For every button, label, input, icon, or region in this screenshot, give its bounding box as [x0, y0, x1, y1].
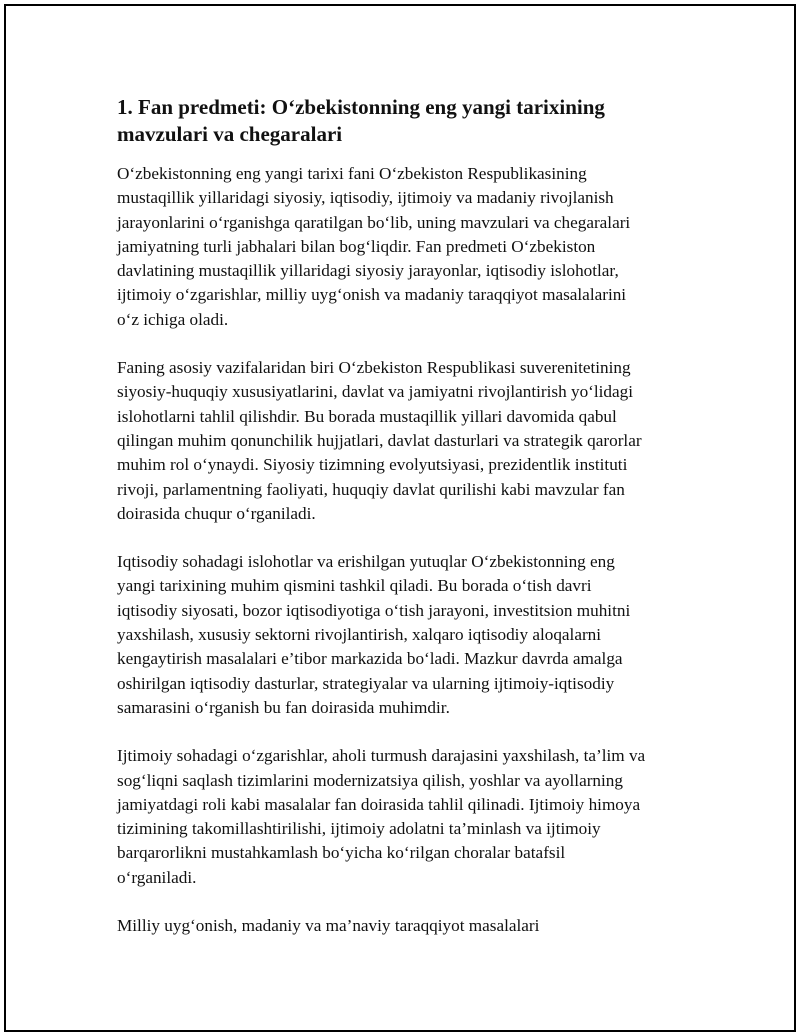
text-line: kengaytirish masalalari e’tibor markazida bo‘ladi. Mazkur davrda amalga	[117, 649, 623, 669]
paragraph-2	[117, 356, 687, 526]
section-heading	[117, 94, 687, 148]
text-line: oshirilgan iqtisodiy dasturlar, strategiyalar va ularning ijtimoiy-iqtisodiy	[117, 673, 615, 693]
heading-line: mavzulari va chegaralari	[117, 122, 343, 146]
text-line: iqtisodiy siyosati, bozor iqtisodiyotiga o‘tish jarayoni, investitsion muhitni	[117, 600, 631, 620]
paragraph-3	[117, 550, 687, 720]
text-line: doirasida chuqur o‘rganiladi.	[117, 503, 316, 523]
text-line: o‘rganiladi.	[117, 867, 197, 887]
text-line: jarayonlarini o‘rganishga qaratilgan bo‘lib, uning mavzulari va chegaralari	[117, 212, 631, 232]
text-line: yaxshilash, xususiy sektorni rivojlantirish, xalqaro iqtisodiy aloqalarni	[117, 625, 602, 645]
text-line: yangi tarixining muhim qismini tashkil qiladi. Bu borada o‘tish davri	[117, 576, 592, 596]
paragraph-5	[117, 914, 687, 938]
paragraph-1	[117, 162, 687, 332]
text-line: Ijtimoiy sohadagi o‘zgarishlar, aholi turmush darajasini yaxshilash, ta’lim va	[117, 746, 646, 766]
text-line: barqarorlikni mustahkamlash bo‘yicha ko‘rilgan choralar batafsil	[117, 843, 566, 863]
text-line: Faning asosiy vazifalaridan biri O‘zbekiston Respublikasi suverenitetining	[117, 358, 631, 378]
text-line: Iqtisodiy sohadagi islohotlar va erishilgan yutuqlar O‘zbekistonning eng	[117, 552, 615, 572]
text-line: Milliy uyg‘onish, madaniy va ma’naviy taraqqiyot masalalari	[117, 916, 540, 936]
text-line: ijtimoiy o‘zgarishlar, milliy uyg‘onish va madaniy taraqqiyot masalalarini	[117, 285, 627, 305]
text-line: tizimining takomillashtirilishi, ijtimoiy adolatni ta’minlash va ijtimoiy	[117, 819, 601, 839]
text-line: o‘z ichiga oladi.	[117, 309, 229, 329]
heading-line: 1. Fan predmeti: O‘zbekistonning eng yangi tarixining	[117, 95, 605, 119]
text-line: qilingan muhim qonunchilik hujjatlari, davlat dasturlari va strategik qarorlar	[117, 430, 642, 450]
text-line: muhim rol o‘ynaydi. Siyosiy tizimning evolyutsiyasi, prezidentlik instituti	[117, 455, 628, 475]
paragraph-4	[117, 744, 687, 890]
document-body	[117, 94, 687, 962]
text-line: jamiyatning turli jabhalari bilan bog‘liqdir. Fan predmeti O‘zbekiston	[117, 236, 596, 256]
text-line: jamiyatdagi roli kabi masalalar fan doirasida tahlil qilinadi. Ijtimoiy himoya	[117, 794, 641, 814]
text-line: samarasini o‘rganish bu fan doirasida muhimdir.	[117, 697, 450, 717]
text-line: O‘zbekistonning eng yangi tarixi fani O‘zbekiston Respublikasining	[117, 164, 587, 183]
text-line: siyosiy-huquqiy xususiyatlarini, davlat va jamiyatni rivojlantirish yo‘lidagi	[117, 382, 634, 402]
text-line: davlatining mustaqillik yillaridagi siyosiy jarayonlar, iqtisodiy islohotlar,	[117, 261, 619, 281]
text-line: mustaqillik yillaridagi siyosiy, iqtisodiy, ijtimoiy va madaniy rivojlanish	[117, 188, 614, 208]
text-line: sog‘liqni saqlash tizimlarini modernizatsiya qilish, yoshlar va ayollarning	[117, 770, 623, 790]
text-line: islohotlarni tahlil qilishdir. Bu borada mustaqillik yillari davomida qabul	[117, 406, 617, 426]
text-line: rivoji, parlamentning faoliyati, huquqiy davlat qurilishi kabi mavzular fan	[117, 479, 625, 499]
